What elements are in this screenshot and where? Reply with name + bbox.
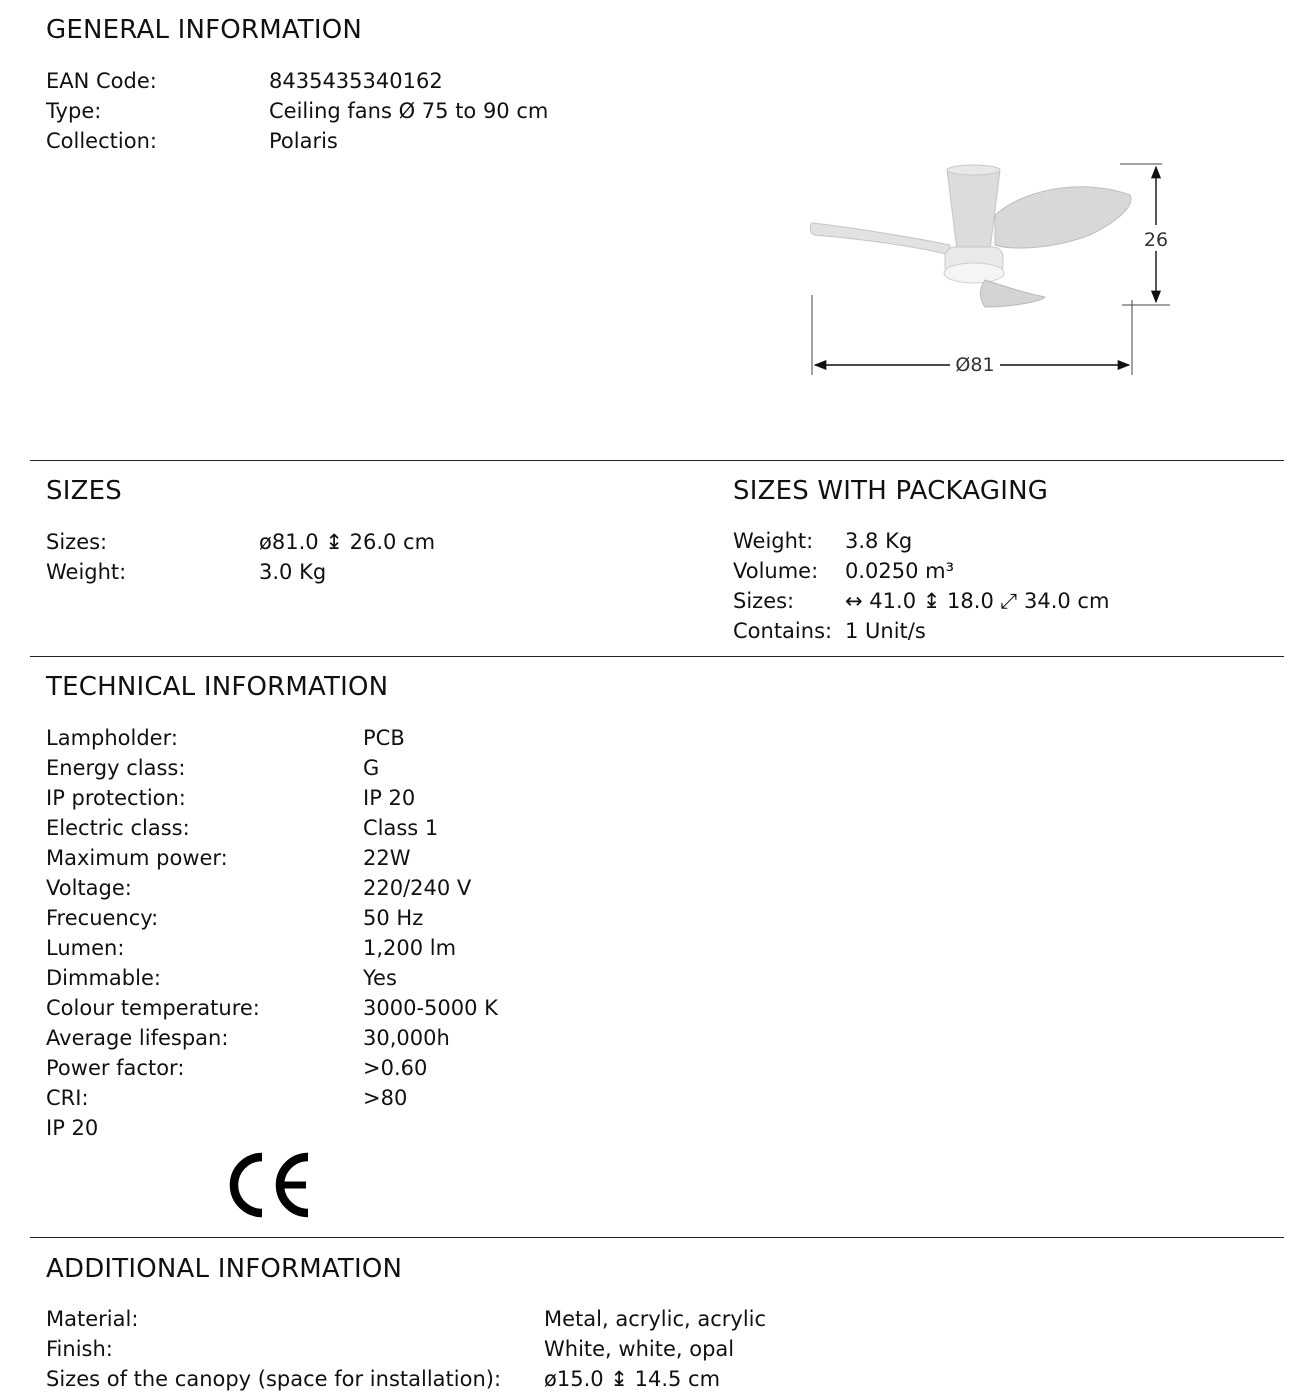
depth-arrow-icon: ⤢	[1000, 589, 1018, 613]
packaging-sizes-label: Sizes:	[733, 589, 795, 613]
cri-value: >80	[363, 1086, 408, 1110]
lampholder-value: PCB	[363, 726, 405, 750]
packaging-height: 18.0	[947, 589, 994, 613]
energy-class-label: Energy class:	[46, 756, 186, 780]
lumen-value: 1,200 lm	[363, 936, 457, 960]
type-label: Type:	[46, 99, 102, 123]
fan-blade-left	[810, 223, 950, 255]
height-dimension-label: 26	[1143, 229, 1169, 251]
fan-light-diffuser	[944, 263, 1004, 283]
dimmable-value: Yes	[363, 966, 397, 990]
canopy-sizes-label: Sizes of the canopy (space for installation):	[46, 1367, 502, 1391]
sizes-value	[259, 527, 435, 557]
height-arrow-icon: ↨	[325, 530, 343, 554]
diameter-dimension-label: Ø81	[955, 354, 995, 376]
width-arrow-icon: ↔	[845, 589, 863, 613]
voltage-value: 220/240 V	[363, 876, 472, 900]
packaging-weight-label: Weight:	[733, 529, 814, 553]
frequency-label: Frecuency:	[46, 906, 159, 930]
packaging-contains-label: Contains:	[733, 619, 833, 643]
material-label: Material:	[46, 1307, 139, 1331]
packaging-weight-value: 3.8 Kg	[845, 529, 913, 553]
ean-code-value: 8435435340162	[269, 69, 443, 93]
voltage-label: Voltage:	[46, 876, 132, 900]
fan-canopy-top	[947, 165, 1000, 175]
packaging-sizes-value	[845, 586, 1109, 616]
canopy-sizes-value	[544, 1364, 720, 1394]
average-lifespan-value: 30,000h	[363, 1026, 450, 1050]
fan-dimension-drawing	[800, 155, 1180, 385]
sizes-heading: SIZES	[46, 476, 122, 506]
canopy-diameter: ø15.0	[544, 1367, 604, 1391]
maximum-power-value: 22W	[363, 846, 411, 870]
height-arrow-icon: ↨	[610, 1367, 628, 1391]
energy-class-value: G	[363, 756, 380, 780]
lumen-label: Lumen:	[46, 936, 125, 960]
weight-value: 3.0 Kg	[259, 560, 327, 584]
dimmable-label: Dimmable:	[46, 966, 161, 990]
maximum-power-label: Maximum power:	[46, 846, 228, 870]
fan-blade-back	[995, 187, 1131, 248]
additional-information-heading: ADDITIONAL INFORMATION	[46, 1254, 403, 1284]
packaging-volume-value: 0.0250 m³	[845, 559, 955, 583]
fan-canopy	[947, 170, 1000, 250]
section-divider-3	[30, 1237, 1284, 1238]
sizes-with-packaging-heading: SIZES WITH PACKAGING	[733, 476, 1049, 506]
electric-class-label: Electric class:	[46, 816, 190, 840]
height-arrow-icon: ↨	[922, 589, 941, 613]
ip-protection-label: IP protection:	[46, 786, 186, 810]
power-factor-value: >0.60	[363, 1056, 428, 1080]
colour-temperature-label: Colour temperature:	[46, 996, 260, 1020]
power-factor-label: Power factor:	[46, 1056, 185, 1080]
ip-rating-note: IP 20	[46, 1116, 99, 1140]
ean-code-label: EAN Code:	[46, 69, 157, 93]
sizes-height: 26.0 cm	[349, 530, 436, 554]
electric-class-value: Class 1	[363, 816, 439, 840]
weight-label: Weight:	[46, 560, 127, 584]
average-lifespan-label: Average lifespan:	[46, 1026, 229, 1050]
packaging-depth: 34.0 cm	[1024, 589, 1110, 613]
colour-temperature-value: 3000-5000 K	[363, 996, 498, 1020]
sizes-label: Sizes:	[46, 530, 108, 554]
material-value: Metal, acrylic, acrylic	[544, 1307, 767, 1331]
collection-value: Polaris	[269, 129, 338, 153]
type-value: Ceiling fans Ø 75 to 90 cm	[269, 99, 549, 123]
canopy-height: 14.5 cm	[634, 1367, 721, 1391]
packaging-contains-value: 1 Unit/s	[845, 619, 926, 643]
sizes-diameter: ø81.0	[259, 530, 319, 554]
finish-label: Finish:	[46, 1337, 113, 1361]
lampholder-label: Lampholder:	[46, 726, 178, 750]
section-divider-2	[30, 656, 1284, 657]
ip-protection-value: IP 20	[363, 786, 416, 810]
packaging-width: 41.0	[869, 589, 917, 613]
fan-blade-front	[980, 280, 1045, 307]
general-information-heading: GENERAL INFORMATION	[46, 15, 363, 45]
packaging-volume-label: Volume:	[733, 559, 819, 583]
ce-mark-icon	[226, 1150, 316, 1220]
technical-information-heading: TECHNICAL INFORMATION	[46, 672, 389, 702]
cri-label: CRI:	[46, 1086, 89, 1110]
frequency-value: 50 Hz	[363, 906, 424, 930]
section-divider-1	[30, 460, 1284, 461]
collection-label: Collection:	[46, 129, 157, 153]
finish-value: White, white, opal	[544, 1337, 735, 1361]
